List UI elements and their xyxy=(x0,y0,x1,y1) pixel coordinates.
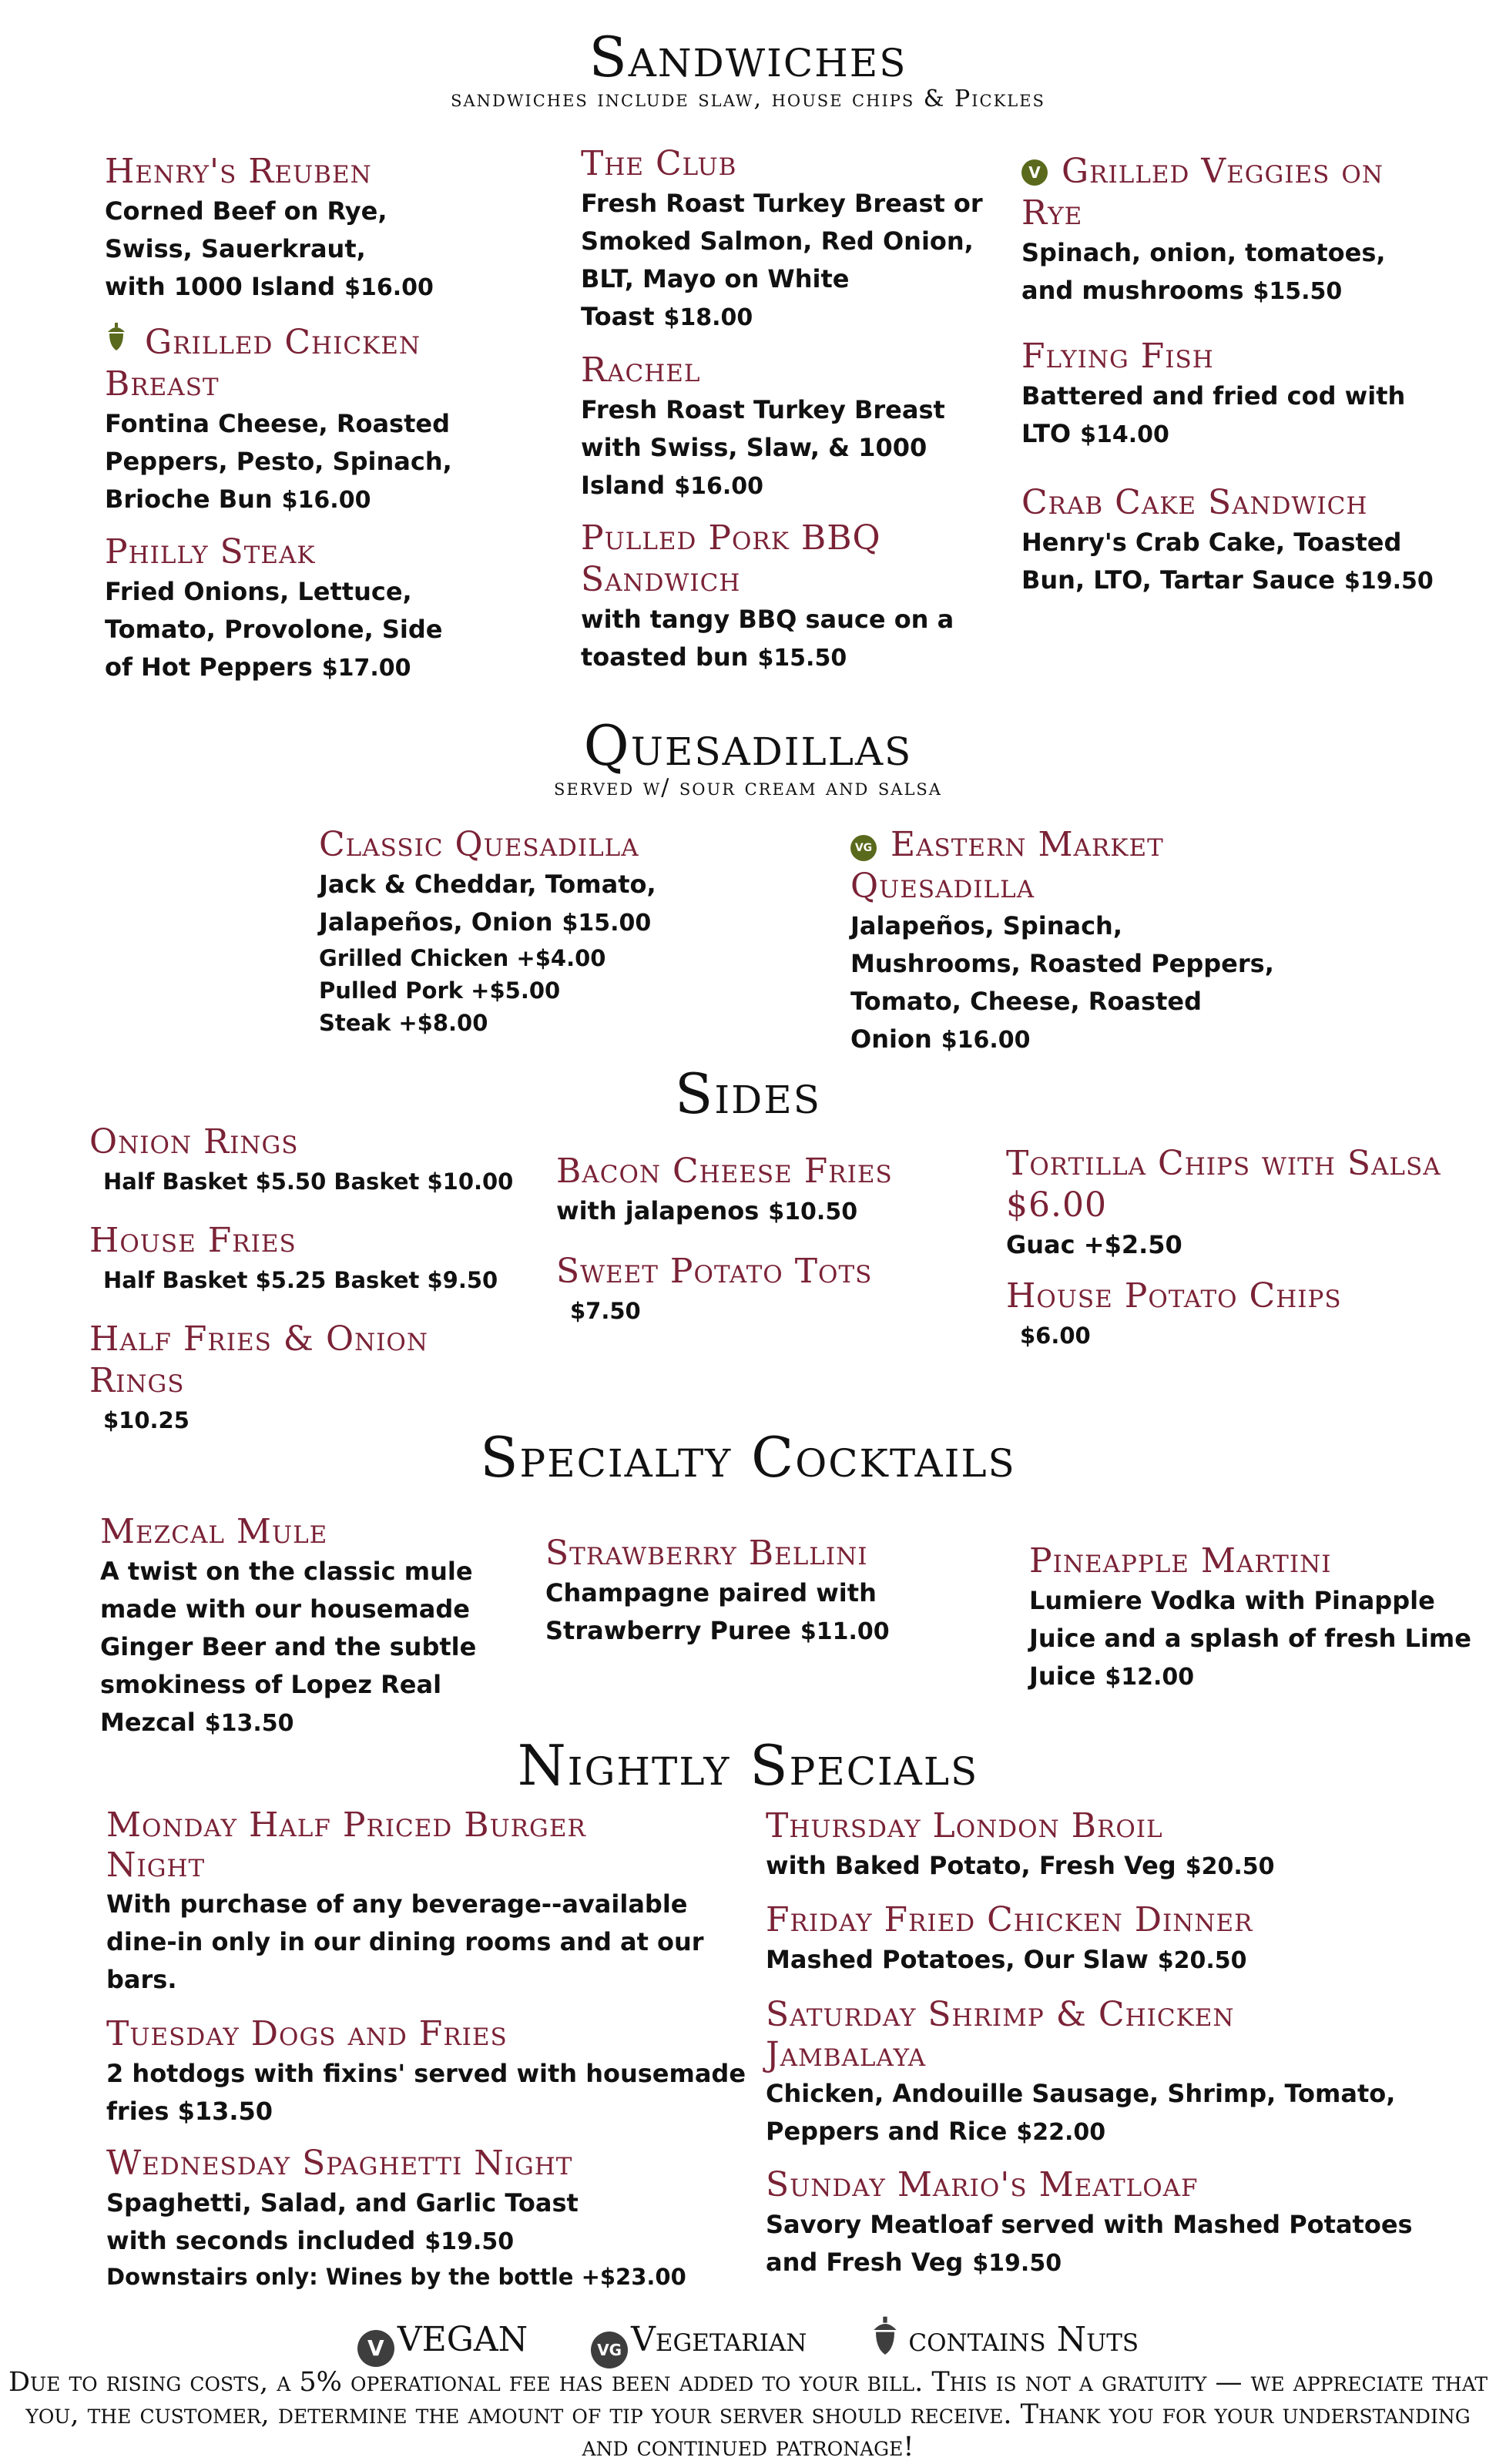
item-price: $16.00 xyxy=(941,1027,1031,1054)
item-price: $14.00 xyxy=(1080,421,1169,448)
item-name: Eastern Market Quesadilla xyxy=(850,825,1164,906)
item-desc-line: bars. xyxy=(106,1965,177,1994)
item-name: Wednesday Spaghetti Night xyxy=(106,2144,573,2183)
legend-vegan-label: VEGAN xyxy=(397,2320,528,2359)
item-desc-line: Strawberry Puree xyxy=(545,1616,791,1645)
item-desc-line: A twist on the classic mule xyxy=(100,1557,473,1586)
item-desc-line: Savory Meatloaf served with Mashed Potatoes xyxy=(766,2210,1413,2239)
item-name: Thursday London Broil xyxy=(766,1806,1163,1845)
item-desc-line: With purchase of any beverage--available xyxy=(106,1889,688,1919)
item-price: $15.50 xyxy=(757,645,847,672)
item-desc-line: Fresh Roast Turkey Breast xyxy=(581,395,945,424)
item-desc-line: Juice xyxy=(1029,1661,1096,1691)
item-name: Saturday Shrimp & Chicken Jambalaya xyxy=(766,1995,1235,2074)
item-desc-line: Spaghetti, Salad, and Garlic Toast xyxy=(106,2188,579,2218)
menu-item-grilled-veggies-on-rye xyxy=(1021,151,1453,310)
item-desc-line: Half Basket $5.25 Basket $9.50 xyxy=(103,1267,498,1293)
item-desc-line: smokiness of Lopez Real xyxy=(100,1670,442,1699)
menu-item-mezcal-mule xyxy=(100,1511,532,1742)
menu-item-pulled-pork-bbq-sandwich xyxy=(581,518,981,677)
menu-item-eastern-market-quesadilla xyxy=(850,824,1313,1059)
menu-item-monday-half-priced-burger-night xyxy=(106,1805,738,1999)
item-desc-line: made with our housemade xyxy=(100,1594,470,1624)
item-addon: Steak +$8.00 xyxy=(319,1010,488,1036)
menu-item-classic-quesadilla xyxy=(319,824,812,1039)
item-desc-line: toasted bun xyxy=(581,642,749,672)
item-name: Onion Rings xyxy=(89,1122,299,1162)
menu-item-saturday-shrimp-chicken-jambalaya xyxy=(766,1995,1474,2151)
item-desc-line: Fresh Roast Turkey Breast or xyxy=(581,189,983,218)
item-desc-line: with Baked Potato, Fresh Veg xyxy=(766,1851,1176,1880)
item-name: Rachel xyxy=(581,350,701,390)
menu-item-friday-fried-chicken-dinner xyxy=(766,1899,1474,1980)
menu-item-tortilla-chips-with-salsa xyxy=(1006,1143,1468,1264)
item-addon: Pulled Pork +$5.00 xyxy=(319,977,561,1004)
item-price: $12.00 xyxy=(1105,1664,1195,1691)
item-desc-line: with seconds included xyxy=(106,2226,416,2255)
cocktails-title: Specialty Cocktails xyxy=(480,1425,1016,1490)
item-price: $18.00 xyxy=(663,304,753,331)
legend-vegetarian-label: Vegetarian xyxy=(631,2320,807,2359)
item-desc-line: Tomato, Provolone, Side xyxy=(105,615,443,644)
item-desc-line: with tangy BBQ sauce on a xyxy=(581,605,954,634)
item-desc-line: Bun, LTO, Tartar Sauce xyxy=(1021,565,1335,595)
item-name: Sweet Potato Tots xyxy=(556,1252,873,1291)
item-addon: Grilled Chicken +$4.00 xyxy=(319,945,606,971)
menu-item-tuesday-dogs-and-fries xyxy=(106,2013,753,2130)
item-desc-line: Jalapeños, Onion xyxy=(319,907,553,937)
item-price: $13.50 xyxy=(204,1710,294,1737)
item-desc-line: Spinach, onion, tomatoes, xyxy=(1021,238,1386,267)
quesadillas-subtitle: served w/ sour cream and salsa xyxy=(554,774,942,801)
item-desc-line: BLT, Mayo on White xyxy=(581,264,850,293)
item-desc-line: Peppers, Pesto, Spinach, xyxy=(105,447,452,476)
item-name: The Club xyxy=(581,144,737,183)
quesadillas-title: Quesadillas xyxy=(583,713,913,778)
item-price: $19.50 xyxy=(424,2228,515,2255)
item-desc-line: $10.25 xyxy=(103,1407,190,1433)
menu-item-flying-fish xyxy=(1021,336,1453,454)
sandwiches-subtitle: sandwiches include slaw, house chips & Pickles xyxy=(451,85,1045,112)
menu-item-house-potato-chips xyxy=(1006,1276,1468,1354)
item-desc-line: Tomato, Cheese, Roasted xyxy=(850,987,1202,1016)
menu-item-strawberry-bellini xyxy=(545,1533,977,1651)
item-name: Pineapple Martini xyxy=(1029,1541,1332,1581)
item-addon: Downstairs only: Wines by the bottle +$23.00 xyxy=(106,2264,686,2290)
vegetarian-badge-icon: VG xyxy=(591,2332,628,2368)
item-desc-line: Peppers and Rice xyxy=(766,2117,1008,2146)
menu-item-half-fries-onion-rings xyxy=(89,1319,490,1439)
item-name: Friday Fried Chicken Dinner xyxy=(766,1900,1253,1939)
menu-item-grilled-chicken-breast xyxy=(105,320,536,519)
item-desc-line: with jalapenos xyxy=(556,1196,760,1225)
item-name: Philly Steak xyxy=(105,532,316,572)
menu-item-wednesday-spaghetti-night xyxy=(106,2143,753,2293)
vegetarian-badge-icon: VG xyxy=(850,835,877,861)
legend-vegetarian xyxy=(591,2318,807,2368)
menu-item-rachel xyxy=(581,350,1028,505)
item-desc-line: Ginger Beer and the subtle xyxy=(100,1632,477,1661)
item-price: $10.50 xyxy=(768,1198,858,1225)
item-name: Grilled Chicken Breast xyxy=(105,323,421,404)
item-name: Classic Quesadilla xyxy=(319,825,639,864)
item-desc-line: Battered and fried cod with xyxy=(1021,381,1406,411)
item-desc-line: and Fresh Veg xyxy=(766,2248,964,2277)
item-desc-line: Corned Beef on Rye, xyxy=(105,196,387,226)
operational-fee-notice: Due to rising costs, a 5% operational fee has been added to your bill. This is not a gratuity — we appreciate that you, the customer, determine the amount of tip your server should receive. Thank you for your understanding and continued patronage! xyxy=(8,2367,1488,2462)
item-name: Mezcal Mule xyxy=(100,1512,328,1551)
item-name: Grilled Veggies on Rye xyxy=(1021,152,1384,233)
item-desc-line: 2 hotdogs with fixins' served with housemade xyxy=(106,2059,746,2088)
item-desc-line: Half Basket $5.50 Basket $10.00 xyxy=(103,1168,514,1195)
item-name: Sunday Mario's Meatloaf xyxy=(766,2165,1199,2204)
item-name: House Potato Chips xyxy=(1006,1276,1342,1316)
item-desc-line: Jack & Cheddar, Tomato, xyxy=(319,870,656,899)
item-desc-line: Toast xyxy=(581,302,655,331)
menu-item-sweet-potato-tots xyxy=(556,1251,988,1329)
legend-nuts-label: contains Nuts xyxy=(908,2320,1139,2359)
item-desc-line: $7.50 xyxy=(570,1298,641,1324)
menu-item-bacon-cheese-fries xyxy=(556,1151,988,1231)
vegan-badge-icon: V xyxy=(1021,159,1048,186)
item-desc-line: Smoked Salmon, Red Onion, xyxy=(581,226,974,256)
item-price: $15.00 xyxy=(562,910,652,937)
item-desc-line: Brioche Bun xyxy=(105,484,273,514)
item-price: $16.00 xyxy=(674,473,763,500)
legend-vegan xyxy=(357,2318,528,2367)
menu-item-onion-rings xyxy=(89,1121,567,1200)
item-price: $15.50 xyxy=(1253,278,1343,305)
item-desc-line: Guac +$2.50 xyxy=(1006,1230,1182,1259)
item-price: $20.50 xyxy=(1185,1853,1275,1880)
item-desc-line: Juice and a splash of fresh Lime xyxy=(1029,1624,1471,1653)
item-price: $19.50 xyxy=(1343,568,1434,595)
item-name: Crab Cake Sandwich xyxy=(1021,483,1368,522)
item-price: $11.00 xyxy=(800,1618,890,1645)
item-desc-line: with 1000 Island xyxy=(105,272,336,301)
menu-item-henrys-reuben xyxy=(105,151,536,307)
item-name: Monday Half Priced Burger Night xyxy=(106,1805,586,1885)
item-price: $19.50 xyxy=(972,2250,1062,2277)
item-price: $16.00 xyxy=(344,274,434,301)
item-desc-line: Chicken, Andouille Sausage, Shrimp, Tomato, xyxy=(766,2079,1396,2108)
specials-title: Nightly Specials xyxy=(517,1733,979,1798)
item-desc-line: Fried Onions, Lettuce, xyxy=(105,577,412,606)
dietary-legend xyxy=(0,2315,1496,2368)
menu-item-the-club xyxy=(581,143,1028,337)
item-price: $17.00 xyxy=(321,655,411,682)
item-name: Pulled Pork BBQ Sandwich xyxy=(581,518,881,599)
item-price: $16.00 xyxy=(281,487,371,514)
item-desc-line: dine-in only in our dining rooms and at our xyxy=(106,1927,704,1956)
item-name: Flying Fish xyxy=(1021,337,1214,376)
item-name: Tuesday Dogs and Fries xyxy=(106,2014,508,2053)
item-desc-line: Henry's Crab Cake, Toasted xyxy=(1021,528,1402,557)
item-desc-line: $6.00 xyxy=(1020,1323,1091,1349)
item-name: House Fries xyxy=(89,1221,297,1260)
item-price: $22.00 xyxy=(1016,2119,1106,2146)
item-desc-line: Island xyxy=(581,471,666,500)
item-desc-line: Jalapeños, Spinach, xyxy=(850,911,1122,940)
menu-item-philly-steak xyxy=(105,531,536,687)
legend-nuts xyxy=(870,2315,1139,2368)
item-name: Strawberry Bellini xyxy=(545,1534,868,1573)
acorn-icon xyxy=(105,320,128,362)
item-name: Tortilla Chips with Salsa $6.00 xyxy=(1006,1144,1441,1225)
item-desc-line: Champagne paired with xyxy=(545,1578,877,1607)
item-price: $20.50 xyxy=(1157,1947,1247,1974)
item-desc-line: Lumiere Vodka with Pinapple xyxy=(1029,1586,1435,1615)
menu-item-thursday-london-broil xyxy=(766,1805,1474,1886)
item-desc-line: Mashed Potatoes, Our Slaw xyxy=(766,1945,1149,1974)
menu-item-crab-cake-sandwich xyxy=(1021,482,1468,600)
item-desc-line: LTO xyxy=(1021,419,1072,448)
item-desc-line: with Swiss, Slaw, & 1000 xyxy=(581,433,927,462)
item-name: Half Fries & Onion Rings xyxy=(89,1319,428,1400)
sandwiches-title: Sandwiches xyxy=(589,25,907,89)
item-desc-line: of Hot Peppers xyxy=(105,652,313,682)
item-name: Henry's Reuben xyxy=(105,152,372,191)
item-desc-line: Mezcal xyxy=(100,1708,196,1737)
menu-item-pineapple-martini xyxy=(1029,1540,1491,1696)
menu-item-sunday-marios-meatloaf xyxy=(766,2164,1474,2282)
menu-item-house-fries xyxy=(89,1220,567,1299)
item-desc-line: Onion xyxy=(850,1024,932,1054)
item-desc-line: and mushrooms xyxy=(1021,276,1244,305)
item-name: Bacon Cheese Fries xyxy=(556,1152,893,1191)
sides-title: Sides xyxy=(675,1061,821,1126)
vegan-badge-icon: V xyxy=(357,2330,394,2367)
acorn-icon xyxy=(870,2315,901,2368)
item-desc-line: Fontina Cheese, Roasted xyxy=(105,409,450,438)
item-desc-line: fries $13.50 xyxy=(106,2097,273,2126)
item-desc-line: Swiss, Sauerkraut, xyxy=(105,234,366,263)
item-desc-line: Mushrooms, Roasted Peppers, xyxy=(850,949,1274,978)
